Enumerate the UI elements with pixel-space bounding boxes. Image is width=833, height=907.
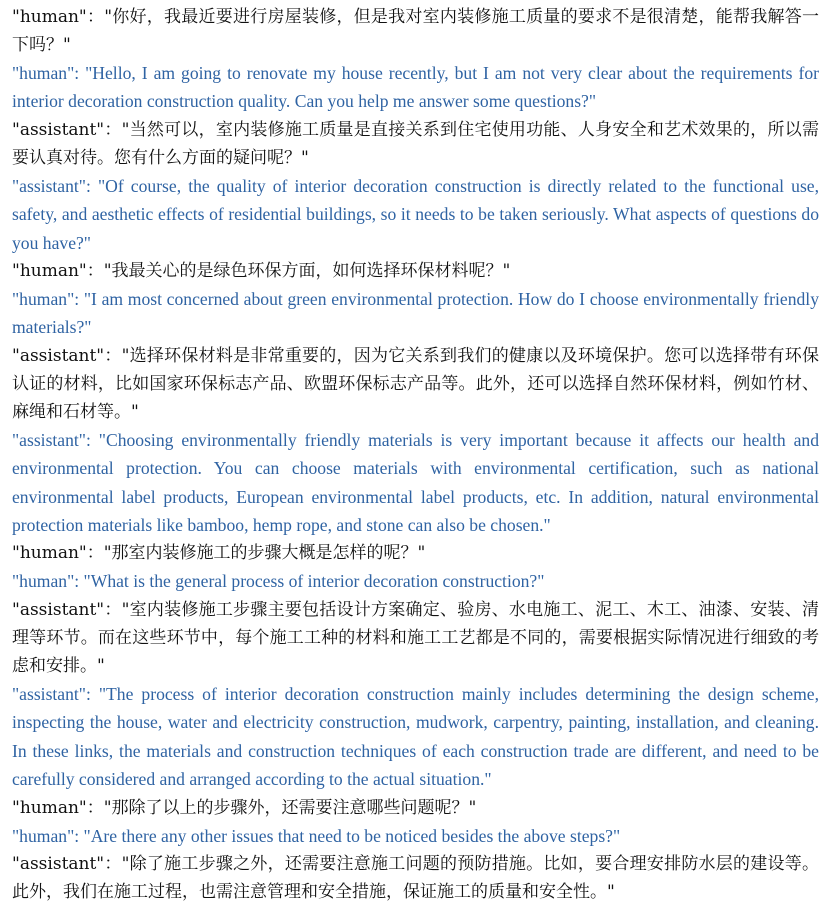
assistant-message-en: "assistant": "The process of interior decoration construction mainly includes determining the design scheme, inspecting the house, water and electricity construction, mudwork, carpentry, painting, installation, and cleaning. In these links, the materials and construction techniques of each construction trade are different, and need to be carefully considered and arranged according to the actual situation." xyxy=(12,683,819,790)
human-message-en: "human": "I am most concerned about green environmental protection. How do I choose environmentally friendly materials?" xyxy=(12,289,819,338)
human-message-en: "human": "What is the general process of interior decoration construction?" xyxy=(12,571,545,592)
assistant-message-en: "assistant": "Of course, the quality of interior decoration construction is directly related to the functional use, safety, and aesthetic effects of residential buildings, so it needs to be taken seriously. What aspects of questions do you have?" xyxy=(12,175,819,253)
human-message-zh: "human"："你好，我最近要进行房屋装修，但是我对室内装修施工质量的要求不是很清楚，能帮我解答一下吗？" xyxy=(12,7,819,55)
assistant-message-zh: "assistant"："室内装修施工步骤主要包括设计方案确定、验房、水电施工、泥工、木工、油漆、安装、清理等环节。而在这些环节中，每个施工工种的材料和施工工艺都是不同的，需要根据实际情况进行细致的考虑和安排。" xyxy=(12,599,819,676)
human-message-en: "human": "Are there any other issues that need to be noticed besides the above steps?" xyxy=(12,825,621,846)
human-message-zh: "human"："我最关心的是绿色环保方面，如何选择环保材料呢？" xyxy=(12,261,511,282)
human-message-en: "human": "Hello, I am going to renovate my house recently, but I am not very clear about the requirements for interior decoration construction quality. Can you help me answer some questions?" xyxy=(12,63,819,112)
assistant-message-zh: "assistant"："当然可以，室内装修施工质量是直接关系到住宅使用功能、人身安全和艺术效果的，所以需要认真对待。您有什么方面的疑问呢？" xyxy=(12,119,819,168)
assistant-message-zh: "assistant"："除了施工步骤之外，还需要注意施工问题的预防措施。比如，要合理安排防水层的建设等。此外，我们在施工过程，也需注意管理和安全措施，保证施工的质量和安全性。" xyxy=(12,853,819,902)
assistant-message-zh: "assistant"："选择环保材料是非常重要的，因为它关系到我们的健康以及环境保护。您可以选择带有环保认证的材料，比如国家环保标志产品、欧盟环保标志产品等。此外，还可以选择自然环保材料，例如竹材、麻绳和石材等。" xyxy=(12,345,819,422)
assistant-message-en: "assistant": "Choosing environmentally friendly materials is very important because it affects our health and environmental protection. You can choose materials with environmental certification, such as national environmental label products, European environmental label products, etc. In addition, natural environmental protection materials like bamboo, hemp rope, and stone can also be chosen." xyxy=(12,429,819,536)
human-message-zh: "human"："那室内装修施工的步骤大概是怎样的呢？" xyxy=(12,543,426,564)
human-message-zh: "human"："那除了以上的步骤外，还需要注意哪些问题呢？" xyxy=(12,797,477,818)
